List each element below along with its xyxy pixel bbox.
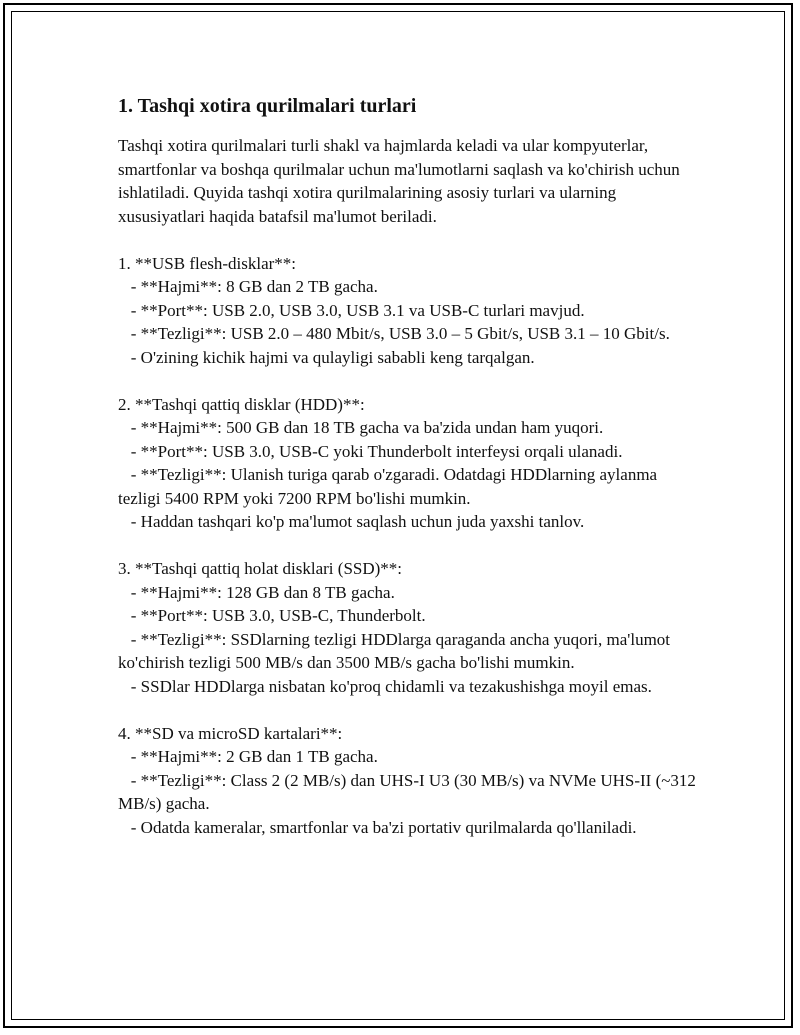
paragraph-gap	[118, 228, 698, 252]
section-title: 1. **USB flesh-disklar**:	[118, 253, 297, 273]
section-item: - **Tezligi**: SSDlarning tezligi HDDlarga qaraganda ancha yuqori, ma'lumot ko'chirish tezligi 500 MB/s dan 3500 MB/s gacha bo'lishi mumkin.	[118, 629, 675, 672]
section-sd	[118, 722, 701, 840]
section-item: - **Tezligi**: Class 2 (2 MB/s) dan UHS-I U3 (30 MB/s) va NVMe UHS-II (~312 MB/s) gacha.	[118, 770, 701, 813]
section-hdd	[118, 393, 698, 534]
section-item: - **Port**: USB 3.0, USB-C, Thunderbolt.	[118, 606, 426, 625]
paragraph-gap	[118, 369, 698, 393]
section-item: - **Tezligi**: Ulanish turiga qarab o'zgaradi. Odatdagi HDDlarning aylanma tezligi 5400 RPM yoki 7200 RPM bo'lishi mumkin.	[118, 465, 662, 508]
section-item: - O'zining kichik hajmi va qulayligi sababli keng tarqalgan.	[118, 347, 535, 367]
document-heading: 1. Tashqi xotira qurilmalari turlari	[118, 95, 417, 117]
section-usb	[118, 252, 698, 370]
section-ssd	[118, 557, 698, 698]
intro-paragraph: Tashqi xotira qurilmalari turli shakl va hajmlarda keladi va ular kompyuterlar, smartfonlar va boshqa qurilmalar uchun ma'lumotlarni saqlash va ko'chirish uchun ishlatiladi. Quyida tashqi xotira qurilmalarining asosiy turlari va ularning xususiyatlari haqida batafsil ma'lumot beriladi.	[118, 136, 685, 226]
section-item: - **Hajmi**: 128 GB dan 8 TB gacha.	[118, 582, 395, 602]
section-title: 4. **SD va microSD kartalari**:	[118, 723, 343, 743]
section-item: - Odatda kameralar, smartfonlar va ba'zi portativ qurilmalarda qo'llaniladi.	[118, 817, 637, 837]
section-item: - Haddan tashqari ko'p ma'lumot saqlash uchun juda yaxshi tanlov.	[118, 512, 585, 531]
section-title: 2. **Tashqi qattiq disklar (HDD)**:	[118, 394, 365, 414]
section-item: - **Hajmi**: 2 GB dan 1 TB gacha.	[118, 747, 378, 766]
section-item: - **Port**: USB 2.0, USB 3.0, USB 3.1 va USB-C turlari mavjud.	[118, 300, 585, 320]
document-body	[118, 92, 701, 839]
section-title: 3. **Tashqi qattiq holat disklari (SSD)**:	[118, 559, 403, 578]
paragraph-gap	[118, 698, 698, 722]
section-item: - **Hajmi**: 500 GB dan 18 TB gacha va ba'zida undan ham yuqori.	[118, 418, 604, 437]
section-item: - SSDlar HDDlarga nisbatan ko'proq chidamli va tezakushishga moyil emas.	[118, 676, 652, 696]
section-item: - **Port**: USB 3.0, USB-C yoki Thunderbolt interfeysi orqali ulanadi.	[118, 441, 623, 461]
section-item: - **Hajmi**: 8 GB dan 2 TB gacha.	[118, 277, 378, 296]
section-item: - **Tezligi**: USB 2.0 – 480 Mbit/s, USB 3.0 – 5 Gbit/s, USB 3.1 – 10 Gbit/s.	[118, 324, 670, 343]
paragraph-gap	[118, 534, 698, 558]
